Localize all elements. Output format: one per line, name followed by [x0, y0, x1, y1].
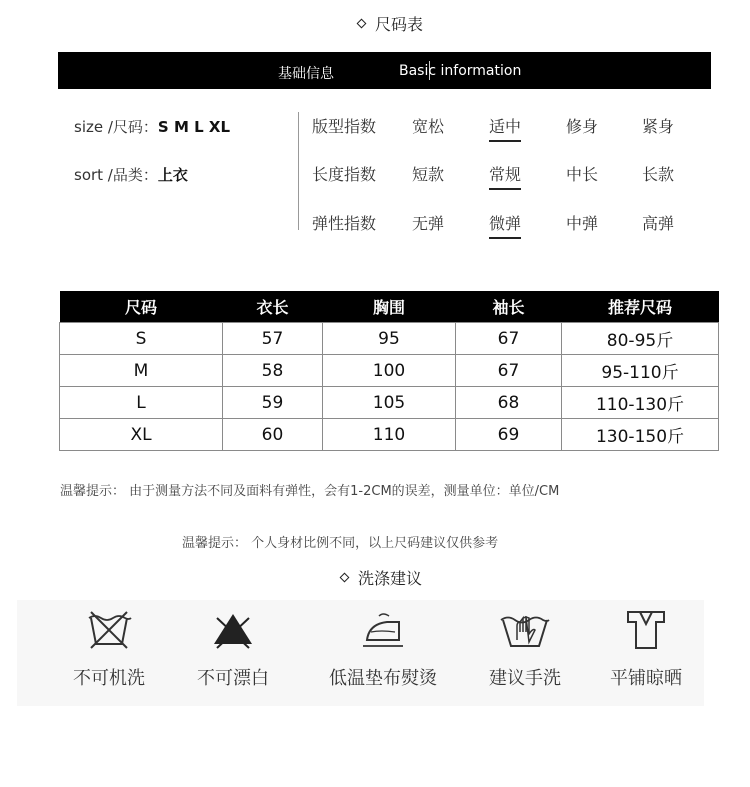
attribute-option-selected: 适中: [489, 114, 521, 142]
table-row: [60, 323, 719, 355]
sort-info: sort /品类：上衣: [74, 166, 188, 184]
table-cell: XL: [60, 419, 223, 451]
attribute-option: 中长: [566, 165, 599, 184]
header-chest: 胸围: [323, 291, 456, 323]
size-table: [59, 291, 719, 451]
no-machine-wash-icon: [85, 608, 133, 652]
header-size: 尺码: [60, 291, 223, 323]
care-item-no-machine-wash: [44, 608, 174, 690]
care-item-low-temp-iron: [308, 608, 458, 690]
header-length: 衣长: [223, 291, 323, 323]
table-cell: 68: [456, 387, 562, 419]
table-cell: 95-110斤: [562, 355, 719, 387]
no-bleach-icon: [209, 608, 257, 652]
measurement-note: 温馨提示： 由于测量方法不同及面料有弹性，会有1-2CM的误差，测量单位：单位/CM: [60, 484, 560, 499]
table-header-row: [60, 291, 719, 323]
table-cell: M: [60, 355, 223, 387]
table-cell: 100: [323, 355, 456, 387]
basic-info-cn: 基础信息: [278, 66, 334, 82]
table-cell: 130-150斤: [562, 419, 719, 451]
header-recommended: 推荐尺码: [562, 291, 719, 323]
table-cell: L: [60, 387, 223, 419]
info-divider: [298, 112, 299, 230]
care-label: 建议手洗: [489, 668, 561, 689]
table-cell: 80-95斤: [562, 323, 719, 355]
care-label: 不可漂白: [197, 668, 269, 689]
care-item-hand-wash: [460, 608, 590, 690]
table-cell: 67: [456, 323, 562, 355]
care-label: 不可机洗: [73, 668, 145, 689]
table-cell: S: [60, 323, 223, 355]
table-row: [60, 419, 719, 451]
table-cell: 57: [223, 323, 323, 355]
attribute-option: 修身: [566, 117, 599, 136]
size-info: size /尺码：S M L XL: [74, 118, 230, 136]
table-cell: 59: [223, 387, 323, 419]
care-item-flat-dry: [581, 608, 711, 690]
attribute-option-selected: 常规: [489, 162, 521, 190]
attribute-option: 短款: [412, 165, 445, 184]
table-cell: 60: [223, 419, 323, 451]
header-sleeve: 袖长: [456, 291, 562, 323]
attribute-option: 宽松: [412, 117, 445, 136]
table-cell: 95: [323, 323, 456, 355]
table-cell: 58: [223, 355, 323, 387]
low-temp-iron-icon: [359, 608, 407, 652]
attribute-label: 弹性指数: [312, 214, 377, 233]
attribute-option: 高弹: [642, 214, 675, 233]
table-cell: 110-130斤: [562, 387, 719, 419]
attribute-option-selected: 微弹: [489, 211, 521, 239]
care-label: 平铺晾晒: [610, 668, 682, 689]
attribute-label: 长度指数: [312, 165, 377, 184]
table-cell: 67: [456, 355, 562, 387]
hand-wash-icon: [499, 608, 551, 652]
table-cell: 110: [323, 419, 456, 451]
table-row: [60, 387, 719, 419]
attribute-option: 紧身: [642, 117, 675, 136]
size-chart-title: 尺码表: [358, 12, 423, 35]
care-label: 低温垫布熨烫: [329, 668, 437, 689]
table-cell: 69: [456, 419, 562, 451]
attribute-option: 长款: [642, 165, 675, 184]
table-row: [60, 355, 719, 387]
wash-title: 洗涤建议: [341, 566, 422, 589]
care-instructions: [17, 600, 704, 706]
basic-info-en: Basic information: [399, 63, 522, 79]
attribute-label: 版型指数: [312, 117, 377, 136]
table-cell: 105: [323, 387, 456, 419]
diamond-icon: [357, 19, 367, 29]
flat-dry-icon: [622, 608, 670, 652]
diamond-icon: [340, 573, 350, 583]
attribute-option: 无弹: [412, 214, 445, 233]
care-item-no-bleach: [168, 608, 298, 690]
reference-note: 温馨提示： 个人身材比例不同，以上尺码建议仅供参考: [182, 536, 499, 551]
basic-info-bar: [58, 52, 711, 89]
attribute-option: 中弹: [566, 214, 599, 233]
